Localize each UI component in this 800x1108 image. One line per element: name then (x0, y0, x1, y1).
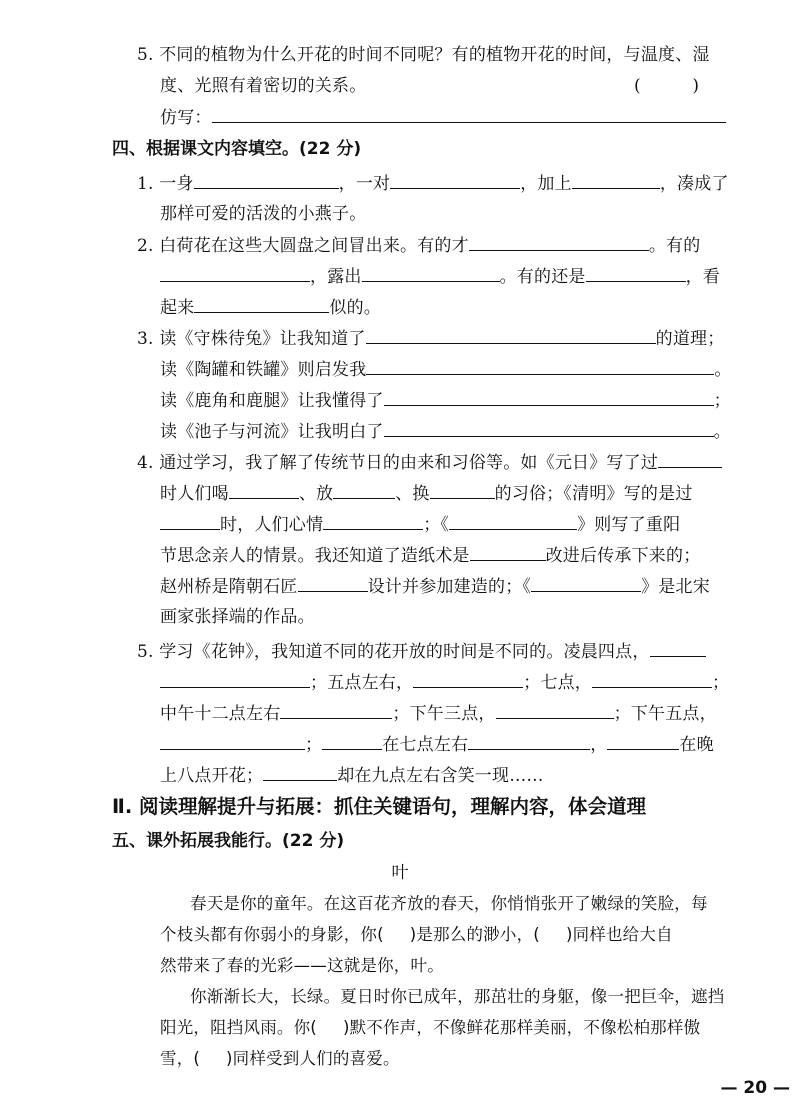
fill-blank[interactable] (366, 327, 656, 344)
question-4-1-line2: 那样可爱的活泼的小燕子。 (160, 204, 367, 224)
question-4-4-line6: 画家张择端的作品。 (160, 607, 315, 627)
answer-paren[interactable]: ( ) (634, 76, 700, 96)
fill-blank[interactable] (160, 671, 310, 688)
section-4-heading: 四、根据课文内容填空。(22 分) (112, 139, 362, 159)
fill-blank[interactable] (572, 172, 660, 189)
fill-blank[interactable] (322, 733, 382, 750)
question-4-3-line3: 读《鹿角和鹿腿》让我懂得了 ； (160, 391, 731, 411)
fill-blank[interactable] (160, 733, 305, 750)
part-2-heading: Ⅱ. 阅读理解提升与拓展：抓住关键语句，理解内容，体会道理 (112, 795, 647, 818)
fill-blank[interactable] (362, 265, 500, 282)
reading-p2-line3: 雪，( )同样受到人们的喜爱。 (160, 1049, 400, 1068)
fill-blank[interactable] (160, 513, 220, 530)
question-4-4-line3: 时，人们心情 ；《 》则写了重阳 (160, 513, 680, 536)
question-3-5-line2: 度、光照有着密切的关系。 (160, 76, 367, 96)
fill-blank[interactable] (469, 234, 649, 251)
fill-blank[interactable] (430, 482, 495, 499)
question-4-2-line1: 2. 白荷花在这些大圆盘之间冒出来。有的才 。有的 (137, 236, 701, 256)
imitate-blank[interactable] (212, 106, 726, 123)
section-5-heading: 五、课外拓展我能行。(22 分) (112, 831, 345, 851)
imitate-label: 仿写： (160, 108, 212, 128)
reading-p1-line3: 然带来了春的光彩——这就是你，叶。 (160, 956, 444, 975)
fill-blank[interactable] (586, 265, 686, 282)
page-number: — 20 — (720, 1078, 790, 1098)
fill-blank[interactable] (496, 702, 614, 719)
fill-blank[interactable] (384, 389, 714, 406)
reading-title: 叶 (391, 863, 409, 883)
fill-blank[interactable] (413, 671, 523, 688)
question-4-3-line1: 3. 读《守株待兔》让我知道了 的道理； (137, 329, 725, 349)
question-4-1-line1: 1. 一身 ，一对 ，加上 ，凑成了 (137, 174, 729, 194)
reading-p2-line1: 你渐渐长大，长绿。夏日时你已成年，那茁壮的身躯，像一把巨伞，遮挡 (190, 987, 725, 1006)
fill-blank[interactable] (468, 733, 590, 750)
fill-blank[interactable] (263, 764, 337, 781)
fill-blank[interactable] (366, 358, 714, 375)
question-4-4-line5: 赵州桥是隋朝石匠 设计并参加建造的；《 》是北宋 (160, 577, 710, 597)
question-4-4-line1: 4. 通过学习，我了解了传统节日的由来和习俗等。如《元日》写了过 (137, 451, 722, 474)
question-4-4-line4: 节思念亲人的情景。我还知道了造纸术是 改进后传承下来的； (160, 546, 701, 566)
fill-blank[interactable] (280, 702, 392, 719)
fill-blank[interactable] (323, 513, 423, 530)
question-4-3-line4: 读《池子与河流》让我明白了 。 (160, 422, 731, 442)
question-4-4-line2: 时人们喝 、放 、换 的习俗；《清明》写的是过 (160, 484, 693, 504)
fill-blank[interactable] (390, 172, 520, 189)
question-4-3-line2: 读《陶罐和铁罐》则启发我 。 (160, 360, 732, 380)
fill-blank[interactable] (384, 420, 714, 437)
reading-p1-line1: 春天是你的童年。在这百花齐放的春天，你悄悄张开了嫩绿的笑脸，每 (190, 894, 708, 913)
question-4-5-line4: ； 在七点左右 ， 在晚 (160, 733, 714, 756)
fill-blank[interactable] (298, 575, 368, 592)
imitate-row (160, 106, 726, 129)
reading-p2-line2: 阳光，阻挡风雨。你( )默不作声，不像鲜花那样美丽，不像松柏那样傲 (160, 1018, 701, 1037)
fill-blank[interactable] (194, 172, 339, 189)
fill-blank[interactable] (470, 544, 546, 561)
fill-blank[interactable] (229, 482, 299, 499)
fill-blank[interactable] (658, 451, 722, 468)
question-3-5-line1: 5. 不同的植物为什么开花的时间不同呢？有的植物开花的时间，与温度、湿 (137, 45, 710, 65)
reading-p1-line2: 个枝头都有你弱小的身影，你( )是那么的渺小，( )同样也给大自 (160, 925, 673, 944)
question-4-2-line2: ，露出 。有的还是 ，看 (160, 265, 720, 288)
fill-blank[interactable] (592, 671, 712, 688)
question-4-5-line2: ；五点左右， ；七点， ； (160, 671, 729, 694)
question-4-5-line5: 上八点开花； 却在九点左右含笑一现…… (160, 766, 544, 786)
fill-blank[interactable] (449, 513, 577, 530)
fill-blank[interactable] (531, 575, 641, 592)
fill-blank[interactable] (607, 733, 679, 750)
fill-blank[interactable] (333, 482, 395, 499)
fill-blank[interactable] (160, 265, 310, 282)
fill-blank[interactable] (194, 296, 329, 313)
question-4-2-line3: 起来 似的。 (160, 298, 382, 318)
question-4-5-line3: 中午十二点左右 ；下午三点， ；下午五点， (160, 704, 717, 724)
question-4-5-line1: 5. 学习《花钟》，我知道不同的花开放的时间是不同的。凌晨四点， (137, 640, 706, 663)
fill-blank[interactable] (650, 640, 706, 657)
